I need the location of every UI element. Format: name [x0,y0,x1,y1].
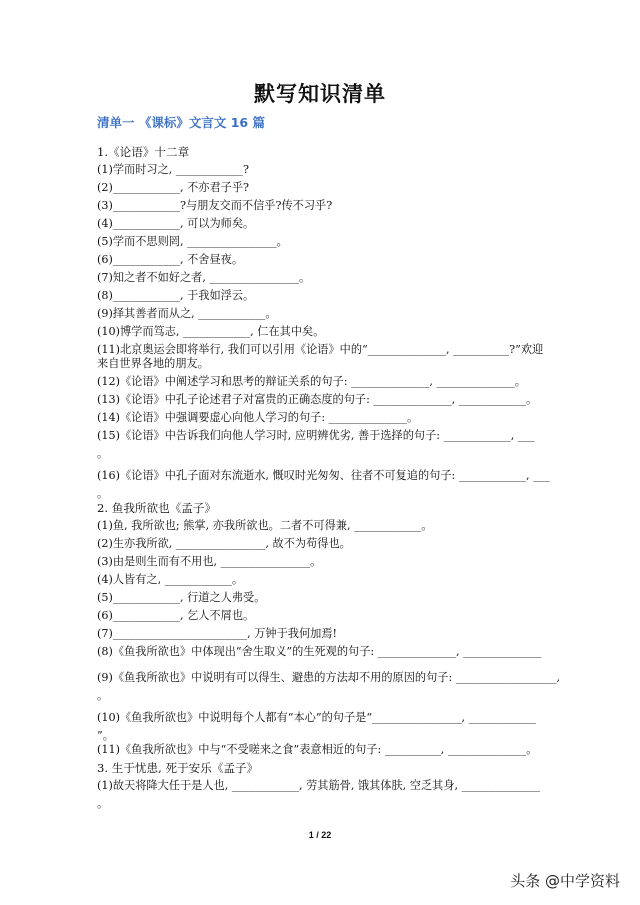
page-number: 1 / 22 [308,830,332,840]
list-item: (14)《论语》中强调要虚心向他人学习的句子: ______________。 [97,411,419,424]
list-item: (4)人皆有之, ____________。 [97,573,244,586]
list-item: (3)____________?与朋友交而不信乎?传不习乎? [97,199,333,212]
list-item: (8)《鱼我所欲也》中体现出“舍生取义”的生死观的句子: ______________, ______________ [97,645,542,658]
list-item-continuation: 。 [97,487,109,500]
list-item-continuation: 。 [97,447,109,460]
list-item: (15)《论语》中告诉我们向他人学习时, 应明辨优劣, 善于选择的句子: ____________, ___ [97,429,535,442]
list-item: (3)由是则生而有不用也, ________________。 [97,555,322,568]
section-heading-shengyuyouhuan: 3. 生于忧患, 死于安乐《孟子》 [97,761,259,775]
list-item: (6)____________, 乞人不屑也。 [97,609,255,622]
list-item: (10)《鱼我所欲也》中说明每个人都有“本心”的句子是“________________, ____________ [97,711,536,724]
list-item: (5)学而不思则罔, ________________。 [97,235,288,248]
section-subtitle: 清单一 《课标》文言文 16 篇 [97,115,265,130]
list-item-continuation: 。 [97,689,109,702]
list-item: (7)________________________, 万钟于我何加焉! [97,627,338,640]
list-item: (12)《论语》中阐述学习和思考的辩证关系的句子: ______________, ______________。 [97,375,526,388]
list-item: (13)《论语》中孔子论述君子对富贵的正确态度的句子: ______________, ____________。 [97,393,538,406]
list-item: (4)____________, 可以为师矣。 [97,217,255,230]
list-item: (2)____________, 不亦君子乎? [97,181,250,194]
list-item-continuation: 。 [97,797,109,810]
list-item: (8)____________, 于我如浮云。 [97,289,255,302]
list-item: (1)鱼, 我所欲也; 熊掌, 亦我所欲也。二者不可得兼, ____________。 [97,519,433,532]
list-item: (2)生亦我所欲, ________________, 故不为苟得也。 [97,537,351,550]
document-title: 默写知识清单 [254,82,386,106]
list-item: (10)博学而笃志, ____________, 仁在其中矣。 [97,325,325,338]
list-item: (1)故天将降大任于是人也, ____________, 劳其筋骨, 饿其体肤, 空乏其身, ______________ [97,779,540,792]
list-item: (7)知之者不如好之者, ________________。 [97,271,311,284]
watermark: 头条 @中学资料 [510,872,620,890]
list-item: (11)《鱼我所欲也》中与“不受嗟来之食”表意相近的句子: __________, ______________。 [97,743,538,756]
section-heading-lunyu: 1.《论语》十二章 [97,145,190,159]
list-item: (11)北京奥运会即将举行, 我们可以引用《论语》中的“______________, __________?”欢迎来自世界各地的朋友。 [97,343,544,370]
document-body [97,145,561,811]
list-item: (5)____________, 行道之人弗受。 [97,591,266,604]
list-item-continuation: ”。 [97,729,114,742]
list-item: (16)《论语》中孔子面对东流逝水, 慨叹时光匆匆、往者不可复追的句子: ____________, ___ [97,469,550,482]
list-item: (9)《鱼我所欲也》中说明有可以得生、避患的方法却不用的原因的句子: __________________, [97,671,561,684]
list-item: (9)择其善者而从之, ____________。 [97,307,277,320]
section-heading-yuwosuoyuye: 2. 鱼我所欲也《孟子》 [97,501,217,515]
list-item: (1)学而时习之, ____________? [97,163,250,176]
list-item: (6)____________, 不舍昼夜。 [97,253,244,266]
